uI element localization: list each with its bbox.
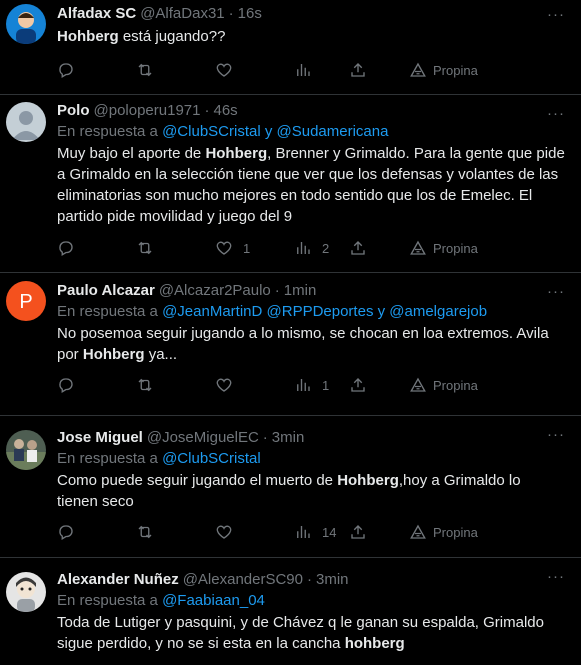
- share-button[interactable]: [349, 523, 367, 541]
- share-icon: [349, 523, 367, 541]
- tweet-text: Muy bajo el aporte de Hohberg, Brenner y Grimaldo. Para la gente que pide a Grimaldo en la selección tiene que ver que los defensas y volantes de las eliminatorias son mucho mejores en todo sentido que los de Emelec. El partido pide movilidad y juego del 9: [57, 145, 565, 225]
- heart-icon: [215, 376, 233, 394]
- like-count: 1: [243, 240, 251, 256]
- tweet-header: [57, 568, 565, 590]
- tweet-header: [57, 99, 565, 121]
- retweet-button[interactable]: [136, 376, 154, 394]
- reply-context: [57, 448, 565, 469]
- reply-button[interactable]: [57, 239, 75, 257]
- retweet-icon: [136, 523, 154, 541]
- tweet-header: [57, 279, 565, 301]
- reply-mentions[interactable]: @ClubSCristal y @Sudamericana: [162, 123, 389, 140]
- reply-icon: [57, 523, 75, 541]
- tip-label: Propina: [433, 62, 478, 78]
- user-handle[interactable]: @poloperu1971: [93, 101, 201, 119]
- heart-icon: [215, 61, 233, 79]
- tweet-header: [57, 426, 565, 448]
- tweet-text: No posemoa seguir jugando a lo mismo, se chocan en loa extremos. Avila por Hohberg ya...: [57, 325, 549, 363]
- views-button[interactable]: [294, 239, 329, 257]
- tweet-text: Hohberg está jugando??: [57, 28, 226, 45]
- analytics-icon: [294, 61, 312, 79]
- retweet-button[interactable]: [136, 61, 154, 79]
- share-icon: [349, 376, 367, 394]
- views-count: 2: [322, 240, 330, 256]
- avatar[interactable]: [6, 430, 46, 470]
- tweet-actions: [57, 231, 565, 267]
- reply-prefix: En respuesta a: [57, 450, 158, 467]
- display-name[interactable]: Alfadax SC: [57, 4, 137, 22]
- heart-icon: [215, 239, 233, 257]
- views-button[interactable]: [294, 61, 312, 79]
- tip-label: Propina: [433, 377, 478, 393]
- display-name[interactable]: Paulo Alcazar: [57, 281, 155, 299]
- user-handle[interactable]: @AlfaDax31: [140, 4, 225, 22]
- avatar[interactable]: [6, 281, 46, 321]
- share-button[interactable]: [349, 61, 367, 79]
- tweet-text: Como puede seguir jugando el muerto de Hohberg,hoy a Grimaldo lo tienen seco: [57, 472, 521, 510]
- retweet-icon: [136, 61, 154, 79]
- reply-prefix: En respuesta a: [57, 303, 158, 320]
- reply-button[interactable]: [57, 523, 75, 541]
- timestamp[interactable]: 1min: [283, 281, 317, 299]
- tweet[interactable]: [0, 558, 581, 665]
- tweet-header: [57, 2, 565, 24]
- timestamp[interactable]: 3min: [316, 570, 349, 588]
- like-button[interactable]: [215, 239, 250, 257]
- tip-icon: [409, 61, 427, 79]
- tweet[interactable]: [0, 95, 581, 273]
- reply-icon: [57, 376, 75, 394]
- user-handle[interactable]: @Alcazar2Paulo: [158, 281, 271, 299]
- views-button[interactable]: [294, 376, 329, 394]
- tip-label: Propina: [433, 524, 478, 540]
- analytics-icon: [294, 239, 312, 257]
- more-options-icon[interactable]: ···: [547, 105, 565, 122]
- tweet[interactable]: [0, 273, 581, 416]
- avatar[interactable]: [6, 102, 46, 142]
- retweet-icon: [136, 376, 154, 394]
- tweet-actions: [57, 53, 565, 89]
- display-name[interactable]: Alexander Nuñez: [57, 570, 179, 588]
- retweet-button[interactable]: [136, 239, 154, 257]
- user-handle[interactable]: @JoseMiguelEC: [146, 428, 259, 446]
- timestamp[interactable]: 3min: [271, 428, 305, 446]
- tip-button[interactable]: [409, 523, 478, 541]
- avatar-letter: P: [19, 291, 33, 313]
- display-name[interactable]: Jose Miguel: [57, 428, 143, 446]
- timestamp[interactable]: 16s: [237, 4, 262, 22]
- tip-icon: [409, 376, 427, 394]
- share-icon: [349, 239, 367, 257]
- reply-button[interactable]: [57, 61, 75, 79]
- reply-mentions[interactable]: @JeanMartinD @RPPDeportes y @amelgarejob: [162, 303, 488, 320]
- heart-icon: [215, 523, 233, 541]
- views-count: 1: [322, 377, 330, 393]
- retweet-icon: [136, 239, 154, 257]
- tip-icon: [409, 523, 427, 541]
- separator-dot: ·: [274, 281, 280, 299]
- reply-mentions[interactable]: @ClubSCristal: [162, 450, 261, 467]
- views-button[interactable]: [294, 523, 336, 541]
- retweet-button[interactable]: [136, 523, 154, 541]
- reply-prefix: En respuesta a: [57, 592, 158, 609]
- tweet[interactable]: [0, 416, 581, 558]
- avatar[interactable]: [6, 572, 46, 612]
- timestamp[interactable]: 46s: [213, 101, 238, 119]
- tweet[interactable]: [0, 0, 581, 95]
- share-icon: [349, 61, 367, 79]
- reply-icon: [57, 239, 75, 257]
- display-name[interactable]: Polo: [57, 101, 90, 119]
- more-options-icon[interactable]: ···: [547, 283, 565, 300]
- user-handle[interactable]: @AlexanderSC90: [182, 570, 303, 588]
- share-button[interactable]: [349, 376, 367, 394]
- analytics-icon: [294, 376, 312, 394]
- reply-button[interactable]: [57, 376, 75, 394]
- like-button[interactable]: [215, 376, 233, 394]
- reply-prefix: En respuesta a: [57, 123, 158, 140]
- analytics-icon: [294, 523, 312, 541]
- more-options-icon[interactable]: ···: [547, 568, 565, 585]
- more-options-icon[interactable]: ···: [547, 426, 565, 443]
- tip-button[interactable]: [409, 239, 478, 257]
- tip-icon: [409, 239, 427, 257]
- tweet-actions: [57, 368, 565, 404]
- reply-context: [57, 301, 565, 322]
- separator-dot: ·: [262, 428, 268, 446]
- tweet-text: Toda de Lutiger y pasquini, y de Chávez q le ganan su espalda, Grimaldo sigue perdido, y no se si esta en la cancha hohberg: [57, 614, 544, 652]
- avatar[interactable]: [6, 4, 46, 44]
- reply-icon: [57, 61, 75, 79]
- reply-mentions[interactable]: @Faabiaan_04: [162, 592, 265, 609]
- tweet-actions: [57, 515, 565, 551]
- like-button[interactable]: [215, 61, 233, 79]
- more-options-icon[interactable]: ···: [547, 6, 565, 23]
- separator-dot: ·: [228, 4, 234, 22]
- reply-context: [57, 590, 565, 611]
- share-button[interactable]: [349, 239, 367, 257]
- separator-dot: ·: [307, 570, 312, 588]
- tip-label: Propina: [433, 240, 478, 256]
- tip-button[interactable]: [409, 376, 478, 394]
- reply-context: [57, 121, 565, 142]
- separator-dot: ·: [204, 101, 210, 119]
- views-count: 14: [322, 524, 337, 540]
- tip-button[interactable]: [409, 61, 478, 79]
- like-button[interactable]: [215, 523, 233, 541]
